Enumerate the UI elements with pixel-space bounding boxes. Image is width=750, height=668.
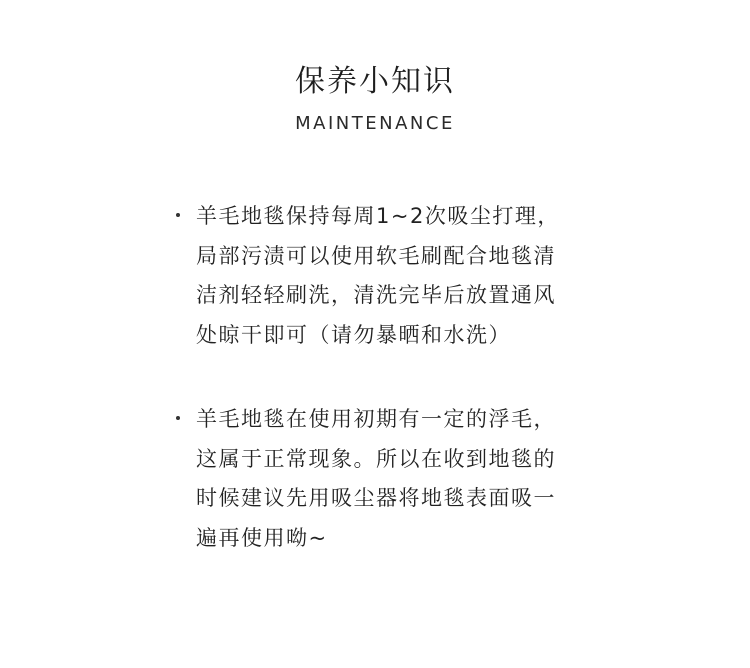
tip-item (176, 400, 596, 558)
bullet-dot-icon (176, 213, 180, 217)
tip-item (176, 197, 596, 355)
tip-line: 时候建议先用吸尘器将地毯表面吸一 (196, 486, 556, 510)
tip-line: 羊毛地毯在使用初期有一定的浮毛， (196, 407, 556, 431)
tip-line: 羊毛地毯保持每周1~2次吸尘打理， (196, 204, 560, 228)
bullet-dot-icon (176, 416, 180, 420)
tip-line: 局部污渍可以使用软毛刷配合地毯清 (196, 243, 556, 268)
tip-line: 处晾干即可（请勿暴晒和水洗） (196, 322, 511, 347)
maintenance-tips-list (176, 197, 596, 603)
tip-line: 洁剂轻轻刷洗，清洗完毕后放置通风 (196, 283, 556, 307)
tip-line: 这属于正常现象。所以在收到地毯的 (196, 446, 556, 471)
page-title: 保养小知识 (295, 64, 455, 99)
tip-line: 遍再使用呦~ (196, 525, 328, 550)
page-subtitle: MAINTENANCE (295, 113, 455, 134)
page-header (0, 62, 750, 136)
